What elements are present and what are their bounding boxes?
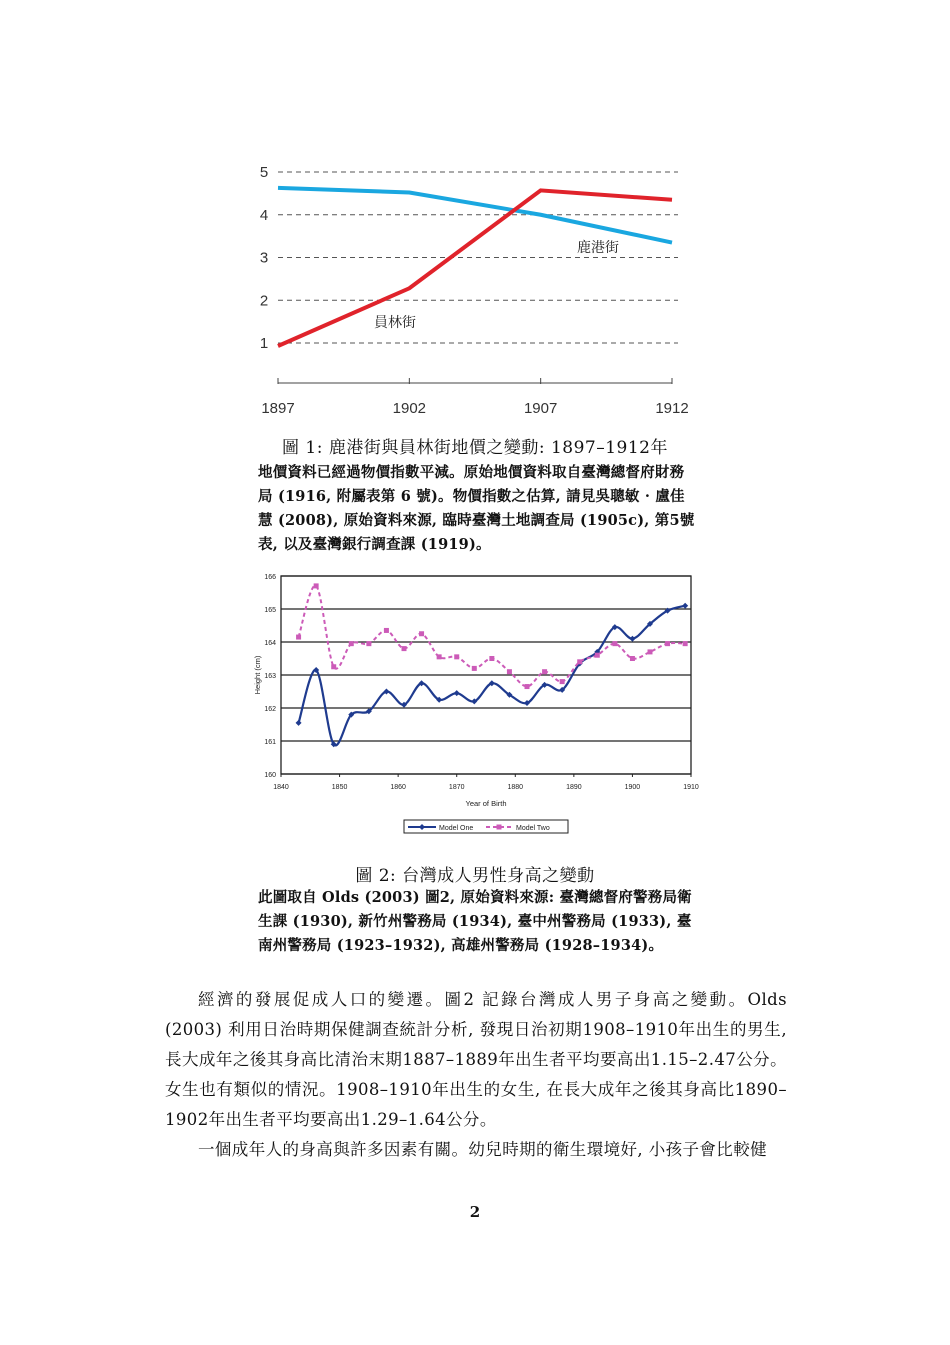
model-one-point	[629, 636, 635, 642]
figure-2-caption-note: 此圖取自 Olds (2003) 圖2, 原始資料來源: 臺灣總督府警務局衛生課 (1930), 新竹州警務局 (1934), 臺中州警務局 (1933), 臺南州警務局 (1923–1932), 高雄州警務局 (1928–1934)。	[258, 889, 692, 954]
model-two-point	[472, 666, 477, 671]
x-axis-label: Year of Birth	[465, 799, 507, 808]
y-tick-label: 5	[259, 164, 269, 181]
model-two-point	[419, 631, 424, 636]
x-tick-label: 1897	[261, 400, 295, 417]
legend-marker-model-two	[497, 825, 502, 830]
body-text	[165, 985, 787, 1165]
figure-2-chart	[250, 565, 710, 850]
y-tick-label: 4	[259, 206, 269, 224]
model-one-point	[454, 690, 460, 696]
x-tick-label: 1902	[392, 400, 427, 417]
x-tick-label: 1850	[331, 784, 348, 791]
model-two-point	[489, 656, 494, 661]
y-axis-label: Height (cm)	[253, 655, 262, 695]
model-two-point	[665, 641, 670, 646]
y-tick-label: 161	[264, 739, 276, 746]
x-tick-label: 1900	[624, 784, 641, 791]
figure-1-chart	[250, 150, 700, 430]
model-two-point	[454, 654, 459, 659]
model-two-point	[542, 669, 547, 674]
height-line-chart	[250, 565, 710, 850]
model-two-point	[648, 649, 653, 654]
model-two-point	[384, 628, 389, 633]
model-two-point	[331, 664, 336, 669]
model-two-point	[507, 669, 512, 674]
legend-label-model-one: Model One	[439, 825, 474, 832]
x-tick-label: 1912	[655, 400, 689, 417]
model-one-point	[296, 720, 302, 726]
x-tick-label: 1890	[566, 784, 582, 791]
y-tick-label: 164	[264, 640, 276, 647]
model-two-point	[560, 679, 565, 684]
series-line-yuanlin	[278, 190, 672, 346]
y-tick-label: 3	[259, 249, 269, 267]
x-tick-label: 1907	[523, 400, 558, 417]
series-label-lukang: 鹿港街	[577, 239, 619, 255]
body-paragraph-2: 一個成年人的身高與許多因素有關。幼兒時期的衛生環境好, 小孩子會比較健	[198, 1140, 767, 1159]
model-two-point	[612, 641, 617, 646]
legend-label-model-two: Model Two	[516, 825, 550, 832]
y-tick-label: 163	[264, 673, 276, 680]
model-two-point	[683, 641, 688, 646]
model-two-point	[366, 641, 371, 646]
model-two-point	[630, 656, 635, 661]
model-two-point	[437, 654, 442, 659]
model-two-point	[296, 635, 301, 640]
model-two-point	[595, 653, 600, 658]
model-two-point	[349, 641, 354, 646]
figure-1-caption-note: 地價資料已經過物價指數平減。原始地價資料取自臺灣總督府財務局 (1916, 附屬表第 6 號)。物價指數之估算, 請見吳聰敏 · 盧佳慧 (2008), 原始資料來源, 臨時臺灣土地調查局 (1905c), 第5號表, 以及臺灣銀行調查課 (1919)。	[258, 464, 695, 553]
x-tick-label: 1860	[390, 784, 406, 791]
y-tick-label: 166	[264, 574, 276, 581]
figure-2-caption-title: 圖 2: 台灣成人男性身高之變動	[355, 866, 595, 886]
model-two-point	[314, 583, 319, 588]
model-two-point	[525, 684, 530, 689]
model-two-point	[402, 646, 407, 651]
y-tick-label: 1	[259, 335, 269, 352]
model-two-point	[577, 659, 582, 664]
y-tick-label: 165	[264, 607, 276, 614]
body-paragraph-1: 經濟的發展促成人口的變遷。圖2 記錄台灣成人男子身高之變動。Olds (2003) 利用日治時期保健調查統計分析, 發現日治初期1908–1910年出生的男生, 長大成年之後其身高比清治末期1887–1889年出生者平均要高出1.15–2.47公分。女生也有類似的情況。1908–1910年出生的女生, 在長大成年之後其身高比1890–1902年出生者平均要高出1.29–1.64公分。	[165, 990, 787, 1129]
y-tick-label: 162	[264, 706, 276, 713]
y-tick-label: 160	[264, 772, 276, 779]
x-tick-label: 1840	[273, 784, 289, 791]
page-number: 2	[469, 1203, 481, 1221]
figure-1-caption-title: 圖 1: 鹿港街與員林街地價之變動: 1897–1912年	[281, 438, 668, 458]
x-tick-label: 1910	[683, 784, 699, 791]
land-price-line-chart	[250, 150, 700, 430]
y-tick-label: 2	[259, 292, 269, 310]
model-one-point	[682, 603, 688, 609]
x-tick-label: 1880	[507, 784, 524, 791]
x-tick-label: 1870	[448, 784, 465, 791]
series-label-yuanlin: 員林街	[374, 314, 416, 330]
